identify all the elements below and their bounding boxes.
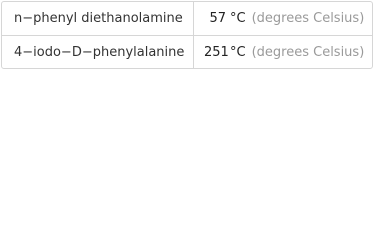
table-row: [2, 2, 372, 35]
compound-name-cell: 4−iodo−D−phenylalanine: [14, 45, 185, 60]
value-cell: [193, 36, 372, 69]
value-number: 57: [209, 11, 226, 26]
compound-name-cell: n−phenyl diethanolamine: [14, 11, 183, 26]
value-unit: °C: [230, 11, 246, 26]
table-row: [2, 35, 372, 69]
results-table: [1, 1, 373, 69]
value-number: 251: [204, 45, 229, 60]
value-unit: °C: [230, 45, 246, 60]
unit-description: (degrees Celsius): [251, 11, 365, 26]
value-cell: [193, 2, 372, 35]
unit-description: (degrees Celsius): [251, 45, 365, 60]
